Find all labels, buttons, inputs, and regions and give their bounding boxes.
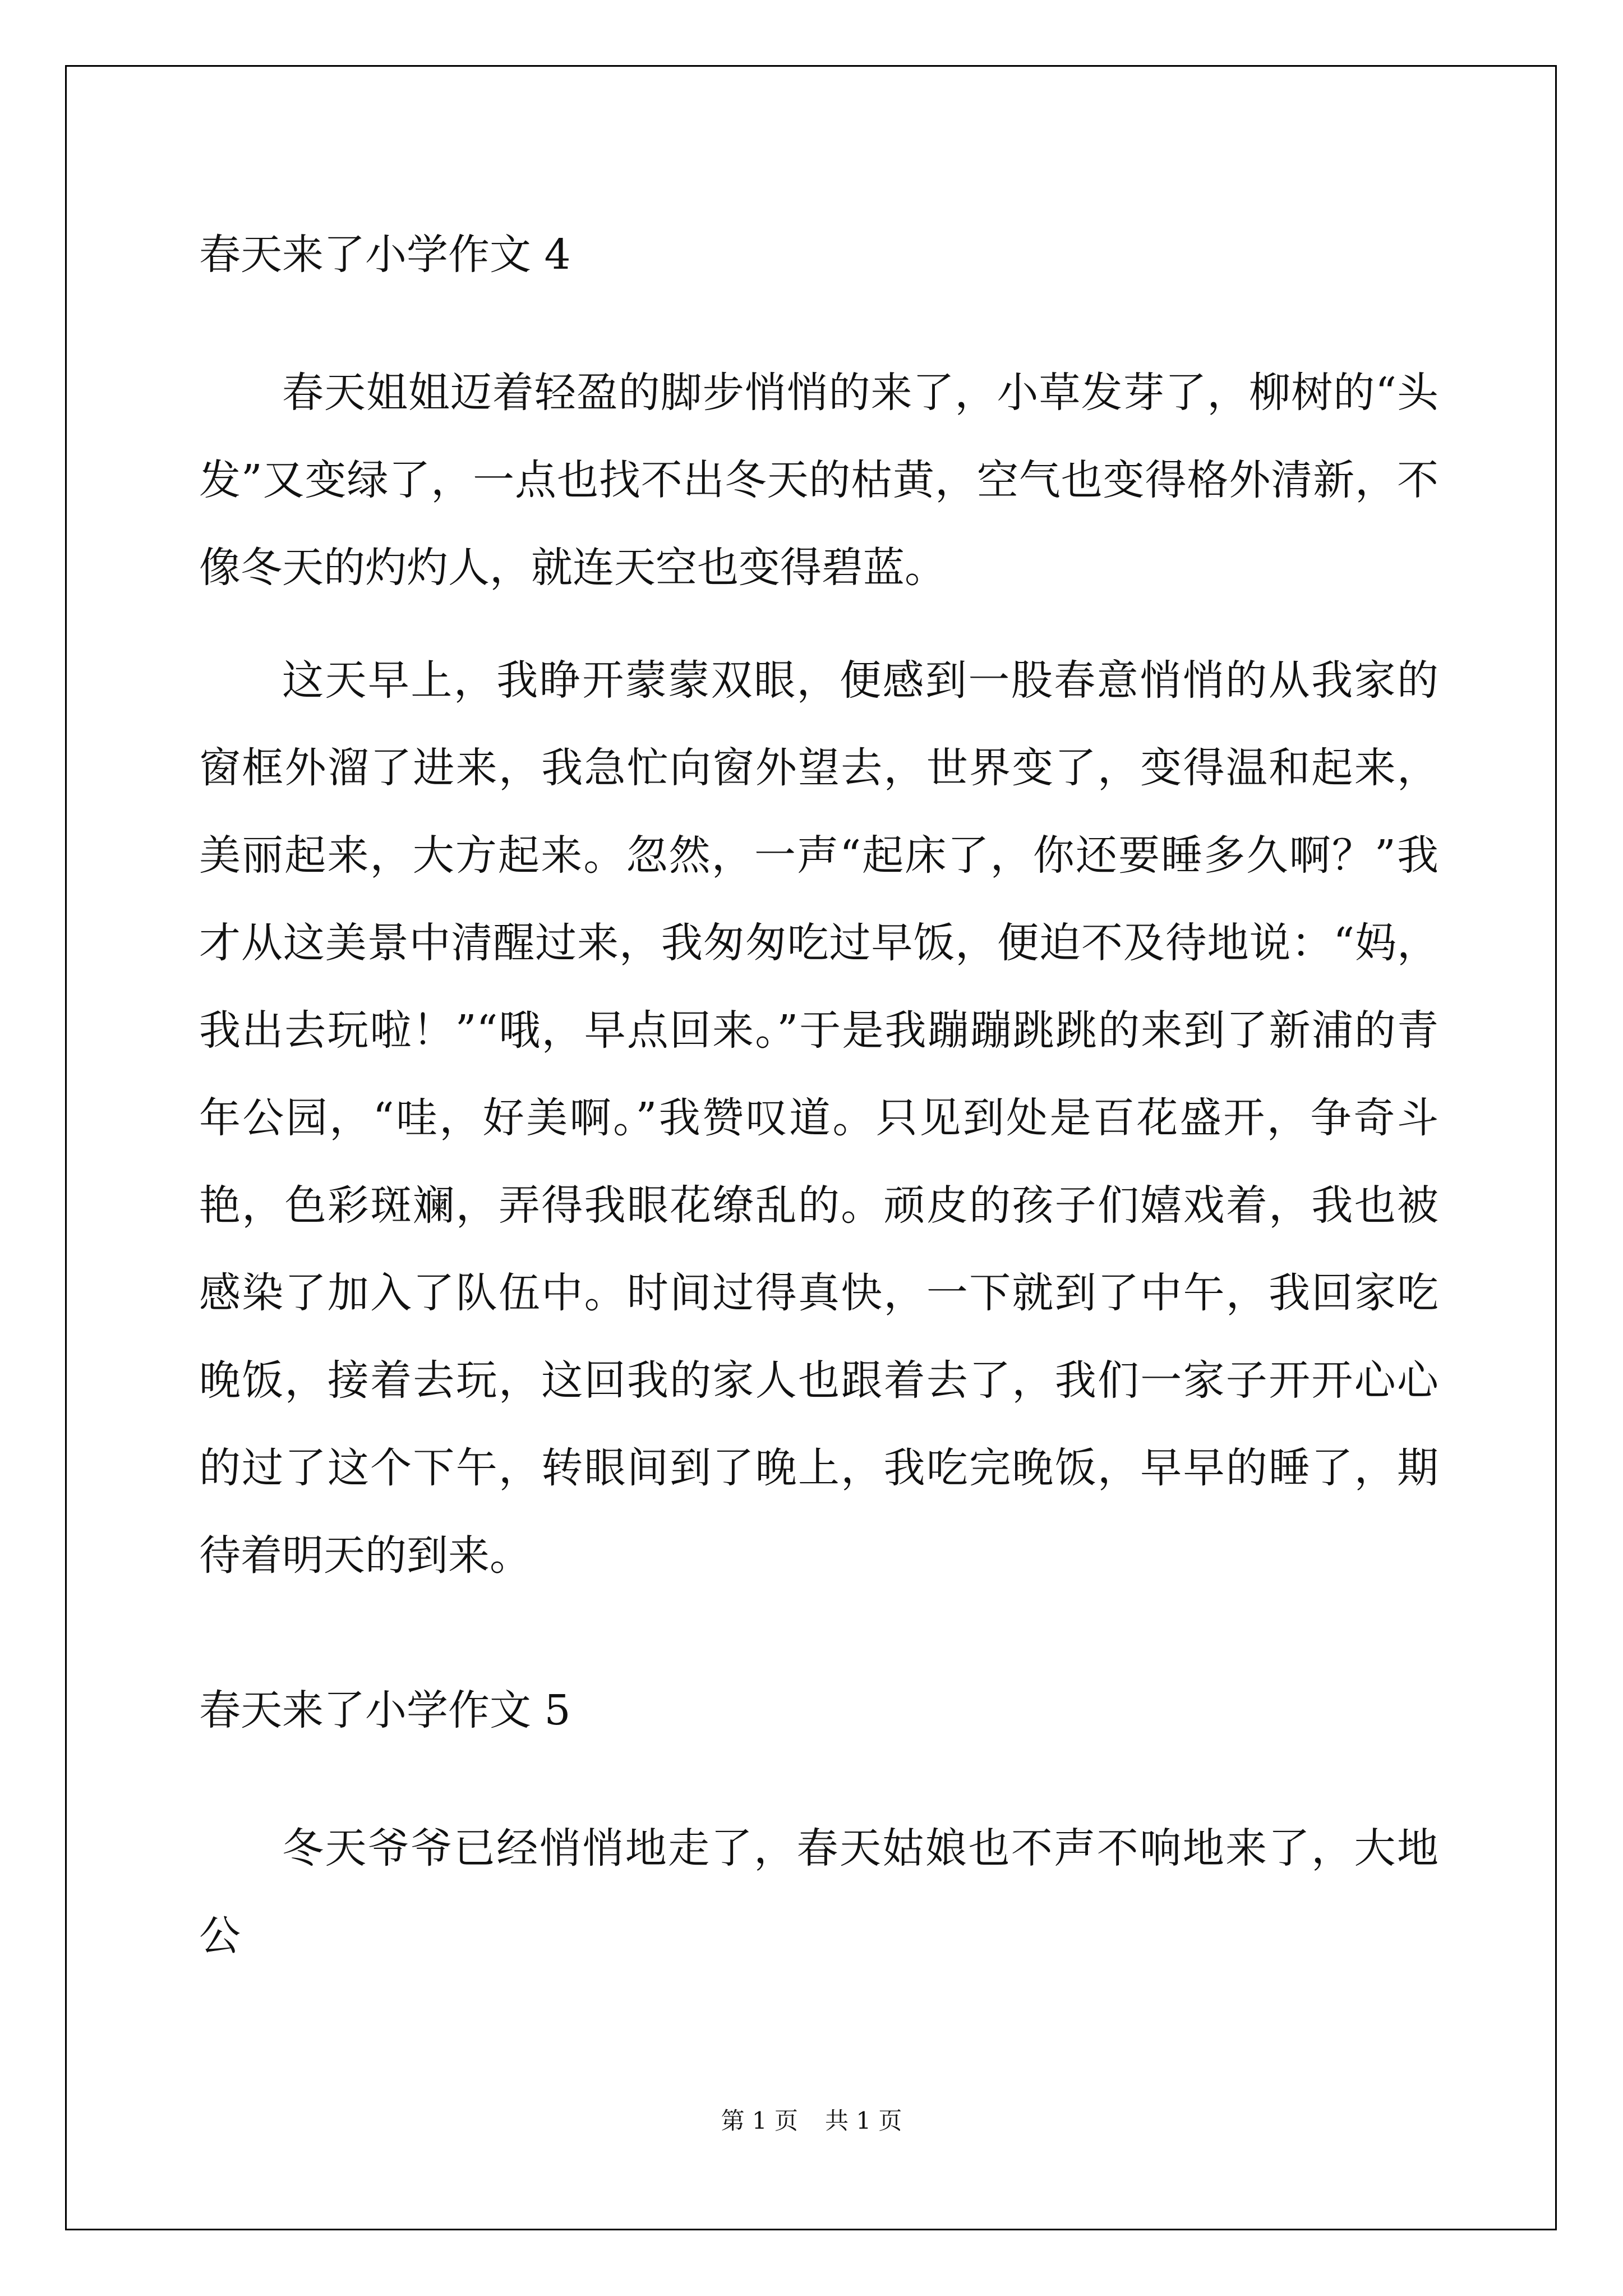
document-body: [199, 211, 1438, 1980]
paragraph: 春天姐姐迈着轻盈的脚步悄悄的来了，小草发芽了，柳树的“头发”又变绿了，一点也找不出冬天的枯黄，空气也变得格外清新，不像冬天的灼灼人，就连天空也变得碧蓝。: [199, 369, 1438, 592]
page-total: 共 1 页: [825, 2107, 902, 2134]
section-title-4: 春天来了小学作文 4: [199, 231, 571, 279]
section-title-5: 春天来了小学作文 5: [199, 1686, 571, 1734]
paragraph: 冬天爷爷已经悄悄地走了，春天姑娘也不声不响地来了，大地公: [199, 1824, 1438, 1960]
page-footer: [0, 2102, 1623, 2136]
page-number: 第 1 页: [721, 2107, 798, 2134]
paragraph: 这天早上，我睁开蒙蒙双眼，便感到一股春意悄悄的从我家的窗框外溜了进来，我急忙向窗外望去，世界变了，变得温和起来，美丽起来，大方起来。忽然，一声“起床了，你还要睡多久啊？”我才从这美景中清醒过来，我匆匆吃过早饭，便迫不及待地说：“妈，我出去玩啦！”“哦，早点回来。”于是我蹦蹦跳跳的来到了新浦的青年公园，“哇，好美啊。”我赞叹道。只见到处是百花盛开，争奇斗艳，色彩斑斓，弄得我眼花缭乱的。顽皮的孩子们嬉戏着，我也被感染了加入了队伍中。时间过得真快，一下就到了中午，我回家吃晚饭，接着去玩，这回我的家人也跟着去了，我们一家子开开心心的过了这个下午，转眼间到了晚上，我吃完晚饭，早早的睡了，期待着明天的到来。: [199, 656, 1438, 1580]
